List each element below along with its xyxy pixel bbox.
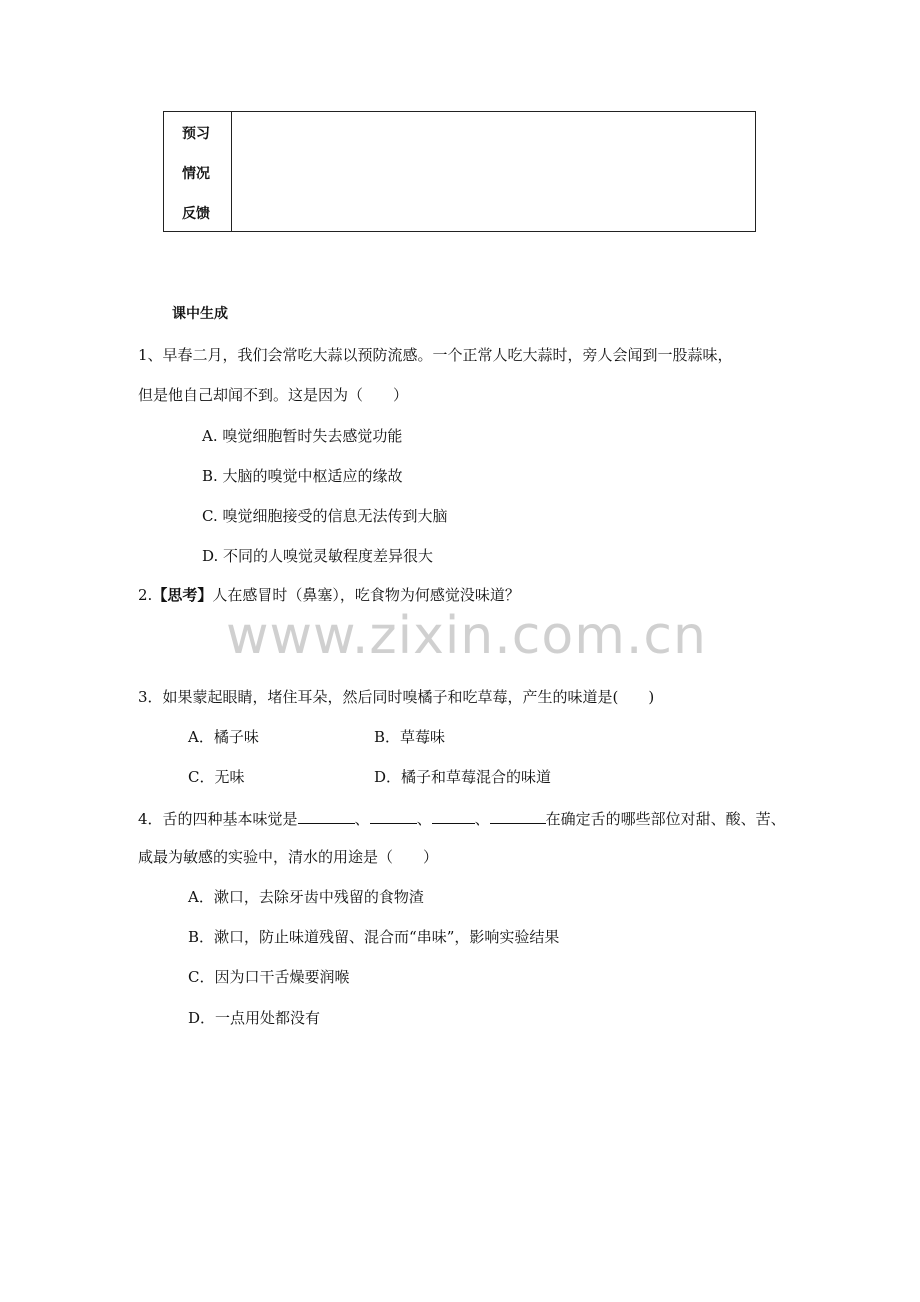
q2-tag: 【思考】 <box>152 586 213 604</box>
q1-line1: 1、早春二月，我们会常吃大蒜以预防流感。一个正常人吃大蒜时，旁人会闻到一股蒜味， <box>138 346 733 364</box>
q4-option-b: B．漱口，防止味道残留、混合而“串味”，影响实验结果 <box>188 928 560 946</box>
q3-line: 3．如果蒙起眼睛，堵住耳朵，然后同时嗅橘子和吃草莓，产生的味道是( ) <box>138 688 655 706</box>
blank-1[interactable] <box>298 807 355 824</box>
q2-number: 2. <box>138 586 153 604</box>
q1-option-d: D. 不同的人嗅觉灵敏程度差异很大 <box>202 547 434 565</box>
q3-option-a: A．橘子味 <box>188 728 259 746</box>
q4-line1 <box>138 807 786 829</box>
q4-line2: 咸最为敏感的实验中，清水的用途是（ ） <box>138 848 439 866</box>
q1-option-a: A. 嗅觉细胞暂时失去感觉功能 <box>202 427 403 445</box>
q4-option-a: A．漱口，去除牙齿中残留的食物渣 <box>188 888 424 906</box>
blank-3[interactable] <box>432 807 475 824</box>
watermark: www.zixin.com.cn <box>226 606 707 666</box>
q4-option-d: D．一点用处都没有 <box>188 1009 321 1027</box>
q4-option-c: C．因为口干舌燥要润喉 <box>188 968 350 986</box>
q2-line <box>138 585 520 605</box>
q4-sep1: 、 <box>354 810 370 828</box>
preview-label-1: 预习 <box>182 126 210 142</box>
q1-line2: 但是他自己却闻不到。这是因为（ ） <box>138 386 409 404</box>
preview-feedback-table <box>163 111 756 232</box>
q3-option-c: C．无味 <box>188 768 245 786</box>
q3-option-d: D．橘子和草莓混合的味道 <box>374 768 552 786</box>
table-divider <box>231 112 232 231</box>
q1-option-c: C. 嗅觉细胞接受的信息无法传到大脑 <box>202 507 448 525</box>
q1-option-b: B. 大脑的嗅觉中枢适应的缘故 <box>202 467 403 485</box>
preview-label-2: 情况 <box>182 166 210 182</box>
q4-sep3: 、 <box>474 810 490 828</box>
blank-2[interactable] <box>370 807 417 824</box>
q4-prefix: 4．舌的四种基本味觉是 <box>138 810 298 828</box>
q2-text: 人在感冒时（鼻塞），吃食物为何感觉没味道？ <box>212 586 520 604</box>
preview-label-3: 反馈 <box>182 206 210 222</box>
section-title: 课中生成 <box>172 306 228 322</box>
q4-suffix: 在确定舌的哪些部位对甜、酸、苦、 <box>545 810 786 828</box>
blank-4[interactable] <box>490 807 546 824</box>
q3-option-b: B．草莓味 <box>374 728 446 746</box>
q4-sep2: 、 <box>416 810 432 828</box>
